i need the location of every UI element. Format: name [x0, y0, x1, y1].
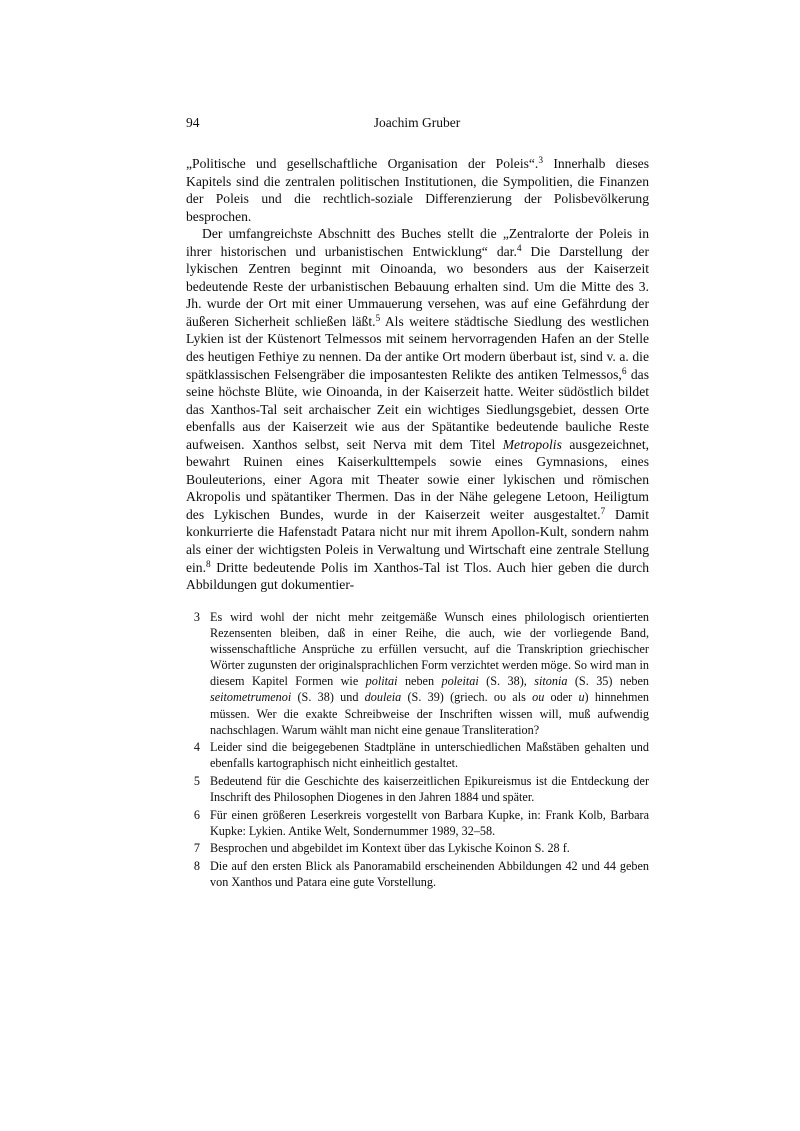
p2-seg-e: ausgezeichnet, bewahrt Ruinen eines Kaiserkulttempels sowie eines Gymnasions, eines Bouleuterions, einer Agora mit Theater sowie einer lykischen und römischen Akropolis und spätantiker Thermen. Das in der Nähe gelegene Letoon, Heiligtum des Lykischen Bundes, wurde in der Kaiserzeit weiter ausgestaltet.: [186, 436, 650, 522]
footnote-6: [186, 807, 649, 839]
p1-seg-a: „Politische und gesellschaftliche Organisation der Poleis“.: [186, 156, 539, 171]
footnote-ref-6: 6: [621, 366, 627, 377]
p2-seg-g: Dritte bedeutende Polis im Xanthos-Tal ist Tlos. Auch hier geben die durch Abbildungen gut dokumentier-: [186, 559, 649, 593]
p2-italic-metropolis: Metropolis: [502, 436, 562, 452]
n3-g: oder: [544, 690, 579, 705]
footnote-8: [186, 858, 649, 890]
footnote-5: [186, 773, 649, 805]
footnote-number: 5: [193, 773, 200, 788]
n3-b: neben: [397, 674, 442, 689]
footnote-number: 7: [193, 841, 200, 856]
footnote-text: Besprochen und abgebildet im Kontext über das Lykische Koinon S. 28 f.: [210, 841, 570, 856]
footnote-7: [186, 840, 649, 856]
n3-a: Es wird wohl der nicht mehr zeitgemäße Wunsch eines philologisch orientierten Rezensenten bleiben, daß in einer Reihe, die auch, wie der vorliegende Band, wissenschaftliche Ansprüche zu erfüllen versucht, auf die Transkription griechischer Wörter zugunsten der originalsprachlichen Form verzichtet werden möge. So wird man in diesem Kapitel Formen wie: [210, 610, 649, 689]
n3-f: (S. 39) (griech. ου als: [401, 690, 533, 705]
running-head-author: Joachim Gruber: [373, 115, 461, 130]
n3-d: (S. 35) neben: [567, 674, 649, 689]
footnote-ref-8: 8: [206, 559, 211, 570]
n3-it6: ou: [532, 690, 545, 705]
p2-seg-a: Der umfangreichste Abschnitt des Buches stellt die „Zentralorte der Poleis in ihrer historischen und urbanistischen Entwicklung“ dar.: [186, 226, 649, 259]
n3-it1: politai: [365, 674, 398, 689]
footnote-ref-4: 4: [516, 243, 522, 254]
footnote-4: [186, 739, 649, 771]
footnote-text: Leider sind die beigegebenen Stadtpläne in unterschiedlichen Maßstäben gehalten und ebenfalls kartographisch nicht einheitlich gestaltet.: [210, 740, 649, 771]
paragraph-2: [186, 225, 649, 593]
n3-e: (S. 38) und: [291, 690, 365, 705]
footnote-text: Die auf den ersten Blick als Panoramabild erscheinenden Abbildungen 42 und 44 geben von Xanthos und Patara eine gute Vorstellung.: [210, 858, 649, 889]
footnote-ref-7: 7: [600, 506, 606, 517]
footnote-text: [210, 609, 649, 738]
footnotes: [186, 609, 649, 892]
p2-seg-d: das seine höchste Blüte, wie Oinoanda, in der Kaiserzeit hatte. Weiter südöstlich bildet das Xanthos-Tal seit archaischer Zeit ein wichtiges Siedlungsgebiet, dessen Orte ebenfalls aus der Kaiserzeit wie aus der Spätantike bedeutende bauliche Reste aufweisen. Xanthos selbst, seit Nerva mit dem Titel: [186, 366, 650, 452]
footnote-number: 6: [193, 807, 200, 822]
n3-it3: sitonia: [534, 674, 568, 689]
footnote-ref-3: 3: [538, 155, 544, 166]
footnote-number: 8: [193, 858, 200, 873]
footnote-number: 3: [193, 610, 200, 624]
p2-seg-b: Die Darstellung der lykischen Zentren beginnt mit Oinoanda, wo besonders aus der Kaiserzeit bedeutende Reste der urbanistischen Bebauung erhalten sind. Um die Mitte des 3. Jh. wurde der Ort mit einer Ummauerung versehen, was auf eine Gefährdung der äußeren Sicherheit schließen läßt.: [186, 243, 649, 329]
body-text: [186, 155, 649, 594]
n3-h: ) hinnehmen müssen. Wer die exakte Schreibweise der Inschriften wissen will, muß aufwendig nachschlagen. Warum wählt man nicht eine genaue Transliteration?: [210, 690, 649, 737]
footnote-text: Bedeutend für die Geschichte des kaiserzeitlichen Epikureismus ist die Entdeckung der Inschrift des Philosophen Diogenes in den Jahren 1884 und später.: [210, 773, 649, 805]
n3-it7: u: [578, 690, 585, 705]
n3-it2: poleitai: [441, 674, 479, 689]
footnote-3: [186, 609, 649, 738]
p2-seg-f: Damit konkurrierte die Hafenstadt Patara nicht nur mit ihrem Apollon-Kult, sondern nahm als einer der wichtigsten Poleis in Verwaltung und Wirtschaft eine zentrale Stellung ein.: [186, 506, 649, 575]
page-number: 94: [186, 115, 200, 130]
footnote-ref-5: 5: [375, 313, 381, 324]
n3-it4: seitometrumenoi: [210, 690, 292, 705]
footnote-number: 4: [193, 740, 200, 755]
n3-c: (S. 38),: [478, 674, 535, 689]
footnote-text: Für einen größeren Leserkreis vorgestellt von Barbara Kupke, in: Frank Kolb, Barbara Kupke: Lykien. Antike Welt, Sondernummer 1989, 32–58.: [210, 807, 649, 838]
p2-seg-c: Als weitere städtische Siedlung des westlichen Lykien ist der Küstenort Telmessos mit seinem hervorragenden Hafen an der Stelle des heutigen Fethiye zu nennen. Da der antike Ort modern überbaut ist, sind v. a. die spätklassischen Felsengräber die imposantesten Relikte des antiken Telmessos,: [186, 313, 649, 382]
n3-it5: douleia: [364, 690, 402, 705]
p1-seg-b: Innerhalb dieses Kapitels sind die zentralen politischen Institutionen, die Sympolitien, die Finanzen der Poleis und die rechtlich-soziale Differenzierung der Polisbevölkerung besprochen.: [186, 156, 649, 224]
paragraph-1: [186, 155, 649, 225]
